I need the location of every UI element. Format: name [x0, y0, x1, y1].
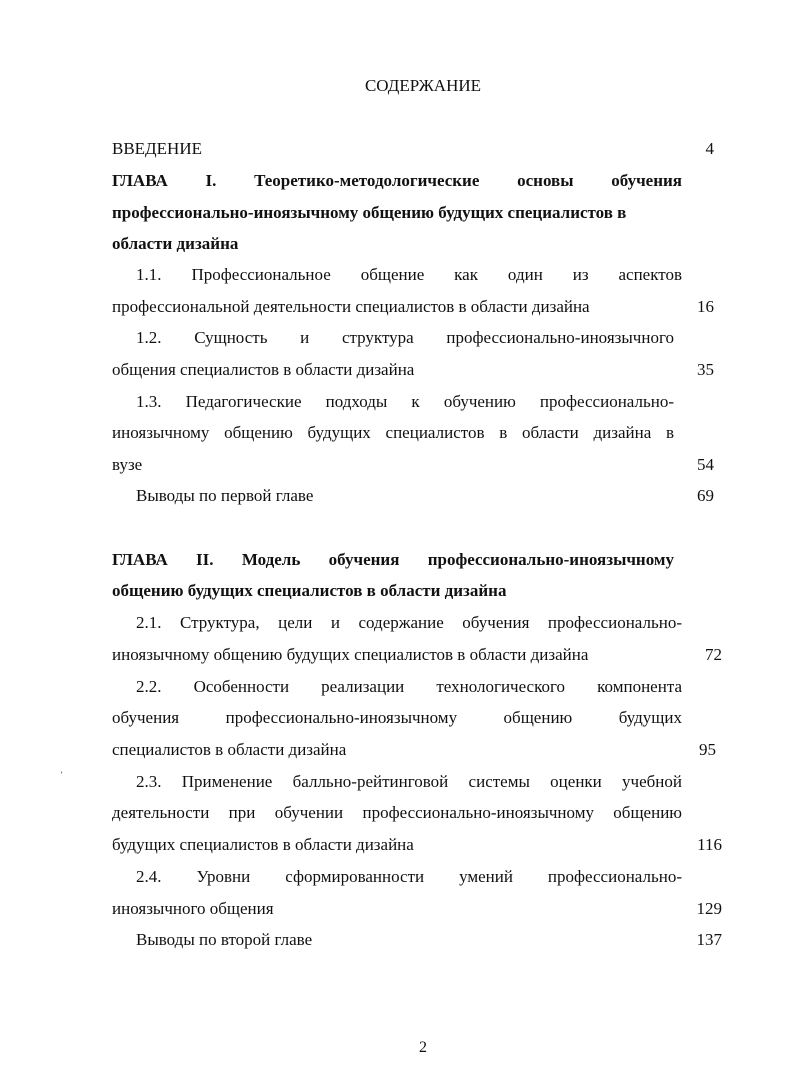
toc-section-line: 2.2. Особенности реализации технологического компонента — [136, 677, 682, 696]
toc-title: СОДЕРЖАНИЕ — [364, 76, 482, 95]
toc-section-page: 35 — [697, 360, 714, 379]
toc-section-line: иноязычному общению будущих специалистов в области дизайна — [112, 645, 589, 664]
toc-conclusions-page: 137 — [696, 930, 722, 949]
chapter2-heading-line: общению будущих специалистов в области дизайна — [112, 581, 507, 600]
toc-section-line: 1.2. Сущность и структура профессионально-иноязычного — [136, 328, 674, 347]
toc-section-line: 1.1. Профессиональное общение как один из аспектов — [136, 265, 682, 284]
chapter1-heading-line: профессионально-иноязычному общению будущих специалистов в — [112, 203, 627, 222]
chapter1-heading-line: области дизайна — [112, 234, 239, 253]
toc-section-line: обучения профессионально-иноязычному общению будущих — [112, 708, 682, 727]
scan-mark: ʼ — [60, 770, 63, 780]
toc-section-line: иноязычного общения — [112, 899, 274, 918]
toc-intro-label: ВВЕДЕНИЕ — [112, 139, 202, 158]
toc-section-page: 54 — [697, 455, 714, 474]
toc-section-line: 2.3. Применение балльно-рейтинговой системы оценки учебной — [136, 772, 682, 791]
toc-section-line: профессиональной деятельности специалистов в области дизайна — [112, 297, 590, 316]
toc-section-line: вузе — [112, 455, 143, 474]
toc-section-page: 72 — [705, 645, 722, 664]
toc-conclusions-label: Выводы по второй главе — [136, 930, 313, 949]
chapter1-heading-line: ГЛАВА I. Теоретико-методологические основы обучения — [112, 171, 682, 190]
toc-section-line: 2.4. Уровни сформированности умений профессионально- — [136, 867, 682, 886]
page-number: 2 — [419, 1039, 427, 1056]
toc-section-line: деятельности при обучении профессионально-иноязычному общению — [112, 803, 682, 822]
toc-intro-page: 4 — [705, 139, 714, 158]
toc-section-line: будущих специалистов в области дизайна — [112, 835, 414, 854]
toc-section-line: общения специалистов в области дизайна — [112, 360, 415, 379]
toc-section-page: 129 — [696, 899, 722, 918]
toc-section-line: 1.3. Педагогические подходы к обучению профессионально- — [136, 392, 674, 411]
toc-section-line: 2.1. Структура, цели и содержание обучения профессионально- — [136, 613, 682, 632]
toc-section-page: 116 — [697, 835, 722, 854]
toc-section-line: специалистов в области дизайна — [112, 740, 347, 759]
toc-section-page: 16 — [697, 297, 714, 316]
toc-section-line: иноязычному общению будущих специалистов в области дизайна в — [112, 423, 674, 442]
chapter2-heading-line: ГЛАВА II. Модель обучения профессионально-иноязычному — [112, 550, 674, 569]
toc-conclusions-label: Выводы по первой главе — [136, 486, 314, 505]
toc-conclusions-page: 69 — [697, 486, 714, 505]
toc-section-page: 95 — [699, 740, 716, 759]
